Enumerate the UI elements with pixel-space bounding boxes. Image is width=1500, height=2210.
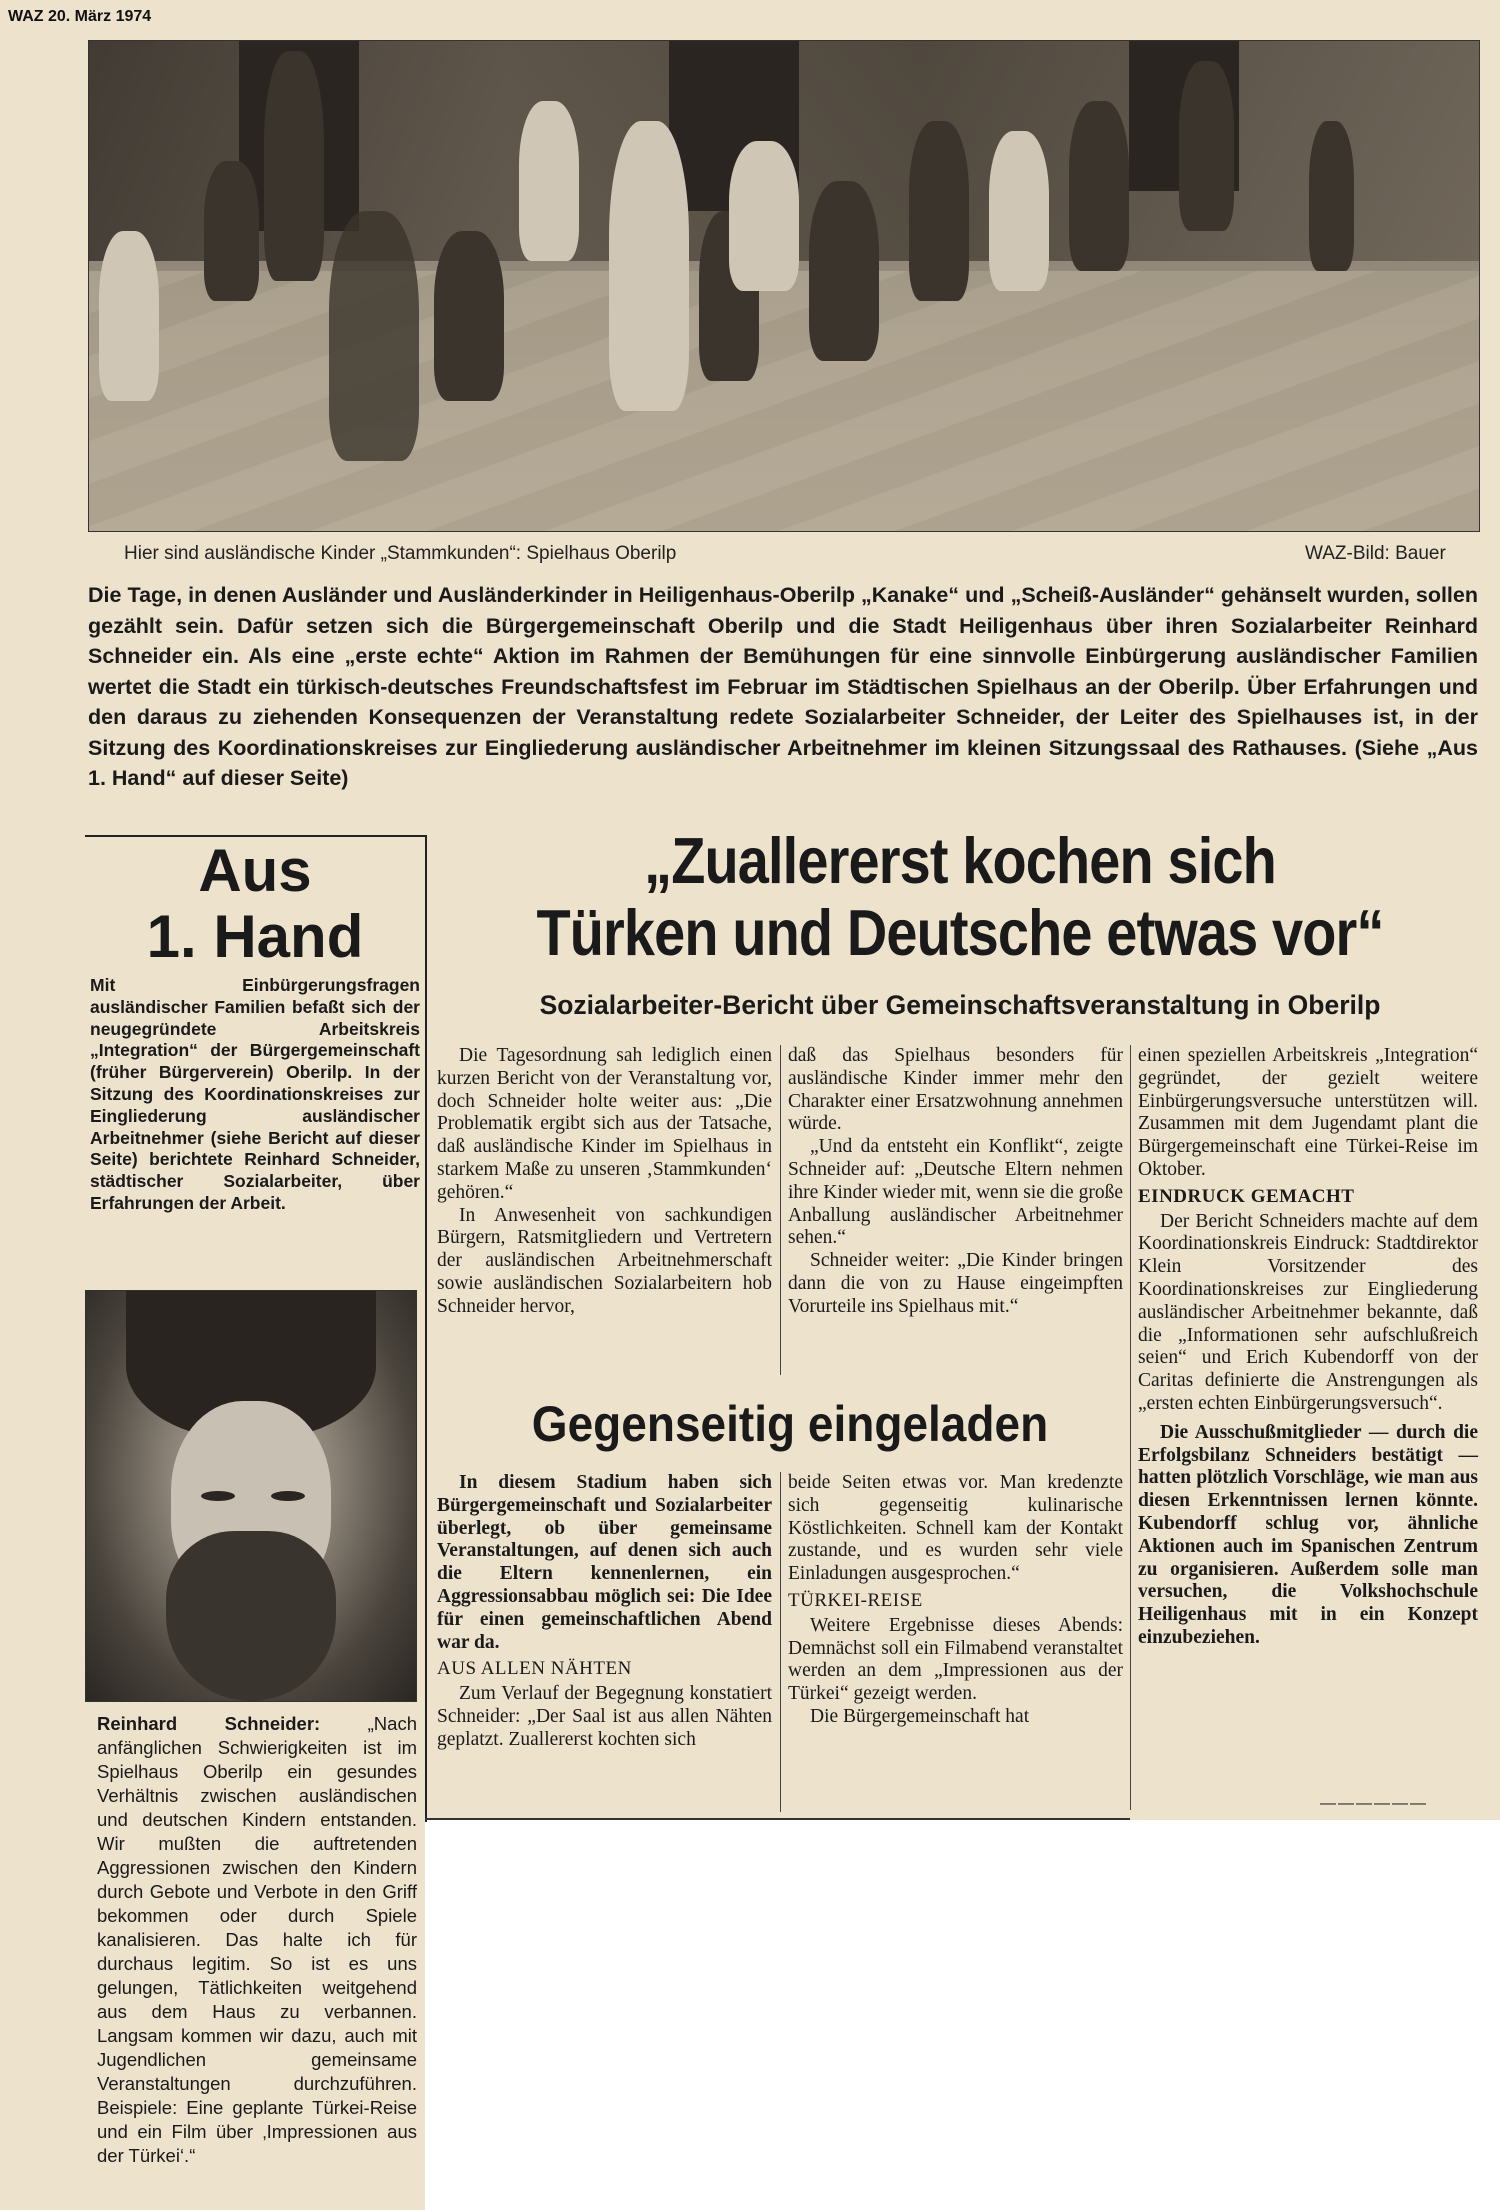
end-mark: ——————: [1320, 1795, 1428, 1812]
paragraph: In diesem Stadium haben sich Bürgergemeinschaft und Sozialarbeiter überlegt, ob über gemeinsame Veranstaltungen, auf denen sich auch die Eltern kennenlernen, ein Aggressionsabbau möglich sei: Die Idee für einen gemeinschaftlichen Abend war da.: [437, 1472, 772, 1653]
column-2-upper: [788, 1045, 1123, 1319]
headline: [513, 825, 1407, 969]
column-1-lower: [437, 1472, 772, 1752]
portrait-caption-text: „Nach anfänglichen Schwierigkeiten ist im Spielhaus Oberilp ein gesundes Verhältnis zwischen ausländischen und deutschen Kindern entstanden. Wir mußten die auftretenden Aggressionen zwischen den Kindern durch Gebote und Verbote in den Griff bekommen oder durch Spiele kanalisieren. Das halte ich für durchaus legitim. So ist es uns gelungen, Tätlichkeiten weitgehend aus dem Haus zu verbannen. Langsam kommen wir dazu, auch mit Jugendlichen gemeinsame Veranstaltungen durchzuführen. Beispiele: Eine geplante Türkei-Reise und ein Film über ‚Impressionen aus der Türkei‘.“: [97, 1713, 417, 2166]
paragraph: Die Ausschußmitglieder — durch die Erfolgsbilanz Schneiders bestätigt — hatten plötzlich Vorschläge, wie man aus diesen Erkenntnissen lernen könnte. Kubendorff schlug vor, ähnliche Aktionen auch im Spanischen Zentrum zu organisieren. Außerdem solle man versuchen, die Volkshochschule Heiligenhaus mit in ein Konzept einzubeziehen.: [1138, 1421, 1478, 1648]
headline-line2: Türken und Deutsche etwas vor“: [536, 896, 1384, 969]
section-heading: AUS ALLEN NÄHTEN: [437, 1658, 632, 1680]
column-3: [1138, 1045, 1478, 1650]
column-divider: [780, 1045, 781, 1375]
dateline: WAZ 20. März 1974: [8, 8, 152, 25]
children-photo: [88, 40, 1480, 532]
column-1-upper: [437, 1045, 772, 1319]
column-2-lower: [788, 1472, 1123, 1729]
column-divider: [1130, 1045, 1131, 1810]
sidebar-title: [90, 838, 420, 970]
sidebar-title-line1: Aus: [198, 837, 312, 904]
bottom-rule: [425, 1818, 1130, 1820]
headline-line1: „Zuallererst kochen sich: [644, 824, 1276, 897]
paragraph: einen speziellen Arbeitskreis „Integration“ gegründet, der gezielt weitere Einbürgerungsversuche unterstützen will. Zusammen mit dem Jugendamt plant die Bürgergemeinschaft eine Türkei-Reise im Oktober.: [1138, 1045, 1478, 1180]
paragraph: Die Bürgergemeinschaft hat: [810, 1705, 1030, 1727]
sidebar-title-line2: 1. Hand: [146, 903, 364, 970]
lead-paragraph: Die Tage, in denen Ausländer und Ausländerkinder in Heiligenhaus-Oberilp „Kanake“ und „Scheiß-Ausländer“ gehänselt wurden, sollen gezählt sein. Dafür setzen sich die Bürgergemeinschaft Oberilp und die Stadt Heiligenhaus über ihren Sozialarbeiter Reinhard Schneider ein. Als eine „erste echte“ Aktion im Rahmen der Bemühungen für eine sinnvolle Einbürgerung ausländischer Familien wertet die Stadt ein türkisch-deutsches Freundschaftsfest im Februar im Städtischen Spielhaus an der Oberilp. Über Erfahrungen und den daraus zu ziehenden Konsequenzen der Veranstaltung redete Sozialarbeiter Schneider, der Leiter des Spielhauses ist, in der Sitzung des Koordinationskreises zur Eingliederung ausländischer Arbeitnehmer im kleinen Sitzungssaal des Rathauses. (Siehe „Aus 1. Hand“ auf dieser Seite): [88, 583, 1478, 790]
sidebar-intro: Mit Einbürgerungsfragen ausländischer Familien befaßt sich der neugegründete Arbeitskreis „Integration“ der Bürgergemeinschaft (früher Bürgerverein) Oberilp. In der Sitzung des Koordinationskreises zur Eingliederung ausländischer Arbeitnehmer (siehe Bericht auf dieser Seite) berichtete Reinhard Schneider, städtischer Sozialarbeiter, über Erfahrungen der Arbeit.: [90, 975, 420, 1213]
portrait-photo: [85, 1290, 417, 1702]
portrait-caption-name: Reinhard Schneider:: [97, 1713, 321, 1734]
photo-credit: WAZ-Bild: Bauer: [1305, 543, 1446, 564]
paragraph: Schneider weiter: „Die Kinder bringen dann die von zu Hause eingeimpften Vorurteile ins Spielhaus mit.“: [788, 1250, 1123, 1317]
paragraph: In Anwesenheit von sachkundigen Bürgern, Ratsmitgliedern und Vertretern der ausländischen Arbeitnehmerschaft sowie ausländischen Sozialarbeitern hob Schneider hervor,: [437, 1204, 772, 1317]
section-heading: TÜRKEI-REISE: [788, 1589, 923, 1611]
photo-caption: Hier sind ausländische Kinder „Stammkunden“: Spielhaus Oberilp: [124, 543, 677, 564]
paragraph: Der Bericht Schneiders machte auf dem Koordinationskreis Eindruck: Stadtdirektor Klein Vorsitzender des Koordinationskreises zur Eingliederung ausländischer Arbeitnehmer bekannte, daß die „Informationen sehr aufschlußreich seien“ und Erich Kubendorff von der Caritas definierte die Anstrengungen als „ersten echten Einbürgerungsversuch“.: [1138, 1210, 1478, 1414]
column-divider: [780, 1472, 781, 1812]
paragraph: „Und da entsteht ein Konflikt“, zeigte Schneider auf: „Deutsche Eltern nehmen ihre Kinder wieder mit, wenn sie die große Anballung ausländischer Arbeitnehmer sehen.“: [788, 1136, 1123, 1249]
paragraph: Weitere Ergebnisse dieses Abends: Demnächst soll ein Filmabend veranstaltet werden an dem „Impressionen aus der Türkei“ gezeigt werden.: [788, 1614, 1123, 1705]
portrait-caption: [97, 1712, 417, 2168]
subheadline: Sozialarbeiter-Bericht über Gemeinschaftsveranstaltung in Oberilp: [539, 990, 1381, 1020]
paragraph: beide Seiten etwas vor. Man kredenzte sich gegenseitig kulinarische Köstlichkeiten. Schnell kam der Kontakt zustande, und es wurden sehr viele Einladungen ausgesprochen.“: [788, 1472, 1123, 1585]
paragraph: daß das Spielhaus besonders für ausländische Kinder immer mehr den Charakter einer Ersatzwohnung annehmen würde.: [788, 1045, 1123, 1135]
section-heading: EINDRUCK GEMACHT: [1138, 1185, 1355, 1207]
paragraph: Die Tagesordnung sah lediglich einen kurzen Bericht von der Veranstaltung vor, doch Schneider holte weiter aus: „Die Problematik ergibt sich aus der Tatsache, daß ausländische Kinder im Spielhaus in starkem Maße zu unseren ‚Stammkunden‘ gehören.“: [437, 1045, 772, 1203]
paragraph: Zum Verlauf der Begegnung konstatiert Schneider: „Der Saal ist aus allen Nähten geplatzt. Zuallererst kochten sich: [437, 1683, 772, 1750]
mid-headline: Gegenseitig eingeladen: [531, 1396, 1049, 1452]
